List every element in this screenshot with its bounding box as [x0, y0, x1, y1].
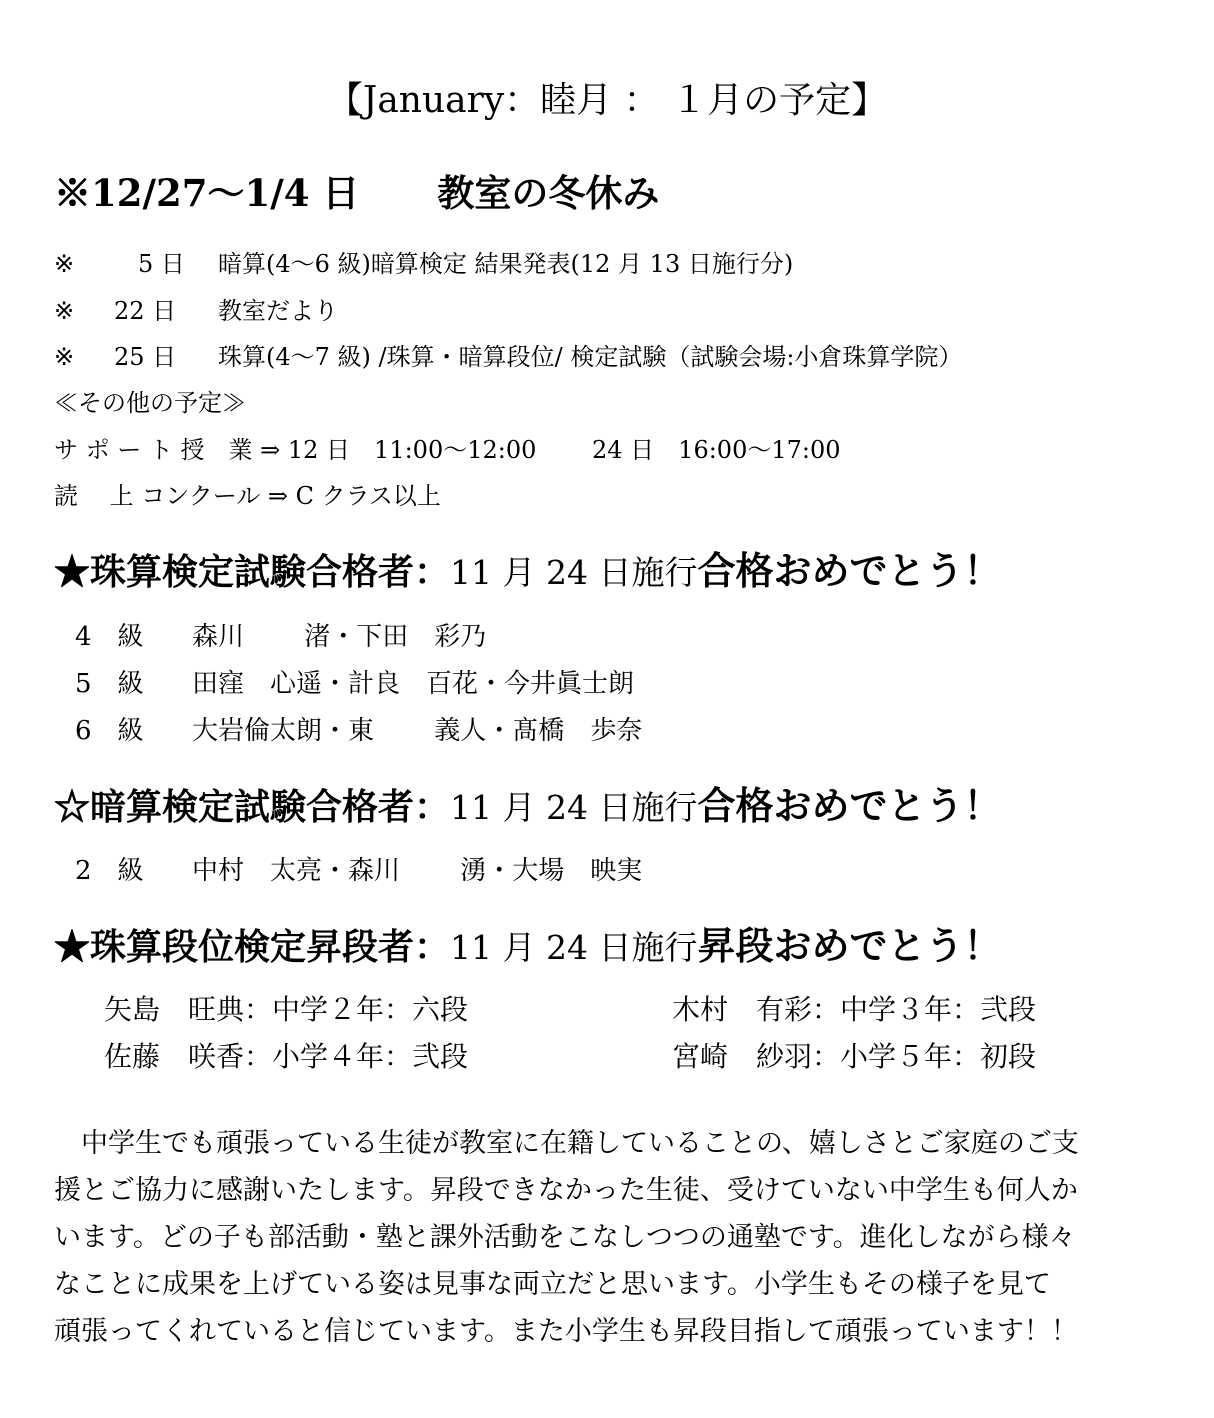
schedule-item	[54, 244, 793, 279]
section-cheer: 合格おめでとう！	[697, 549, 1002, 593]
schedule-text: 教室だより	[218, 297, 338, 325]
dan-result-left: 佐藤 咲香：小学４年：弐段	[104, 1040, 469, 1073]
section-heading: ★珠算段位検定昇段者：	[54, 926, 451, 968]
list-item	[75, 663, 634, 700]
dan-result-right: 宮崎 紗羽：小学５年：初段	[672, 1040, 1037, 1073]
section-date: 11 月 24 日施行	[450, 928, 698, 967]
message-line: 援とご協力に感謝いたします。昇段できなかった生徒、受けていない中学生も何人か	[54, 1175, 1078, 1206]
dan-result-left: 矢島 旺典：中学２年：六段	[104, 993, 469, 1026]
reading-contest-line: 読 上 コンクール ⇒ C クラス以上	[54, 482, 441, 510]
schedule-text: 暗算(4～6 級)暗算検定 結果発表(12 月 13 日施行分)	[218, 250, 794, 278]
page-title: 【January：睦月 ： １月の予定】	[326, 80, 888, 121]
list-item	[75, 710, 642, 747]
passer-names: 中村 太亮・森川 湧・大場 映実	[192, 856, 643, 886]
schedule-day: 25 日	[114, 343, 177, 371]
soroban-exam-heading	[54, 540, 1001, 595]
passer-names: 森川 渚・下田 彩乃	[192, 622, 487, 652]
section-heading: ☆暗算検定試験合格者：	[54, 786, 451, 828]
list-item	[75, 616, 486, 653]
holiday-label: 教室の冬休み	[437, 171, 660, 215]
mental-math-exam-heading	[54, 775, 1001, 830]
message-line: なことに成果を上げている姿は見事な両立だと思います。小学生もその様子を見て	[54, 1269, 1051, 1300]
schedule-mark: ※	[54, 343, 75, 371]
message-line: 中学生でも頑張っている生徒が教室に在籍していることの、嬉しさとご家庭のご支	[54, 1128, 1079, 1159]
closing-message	[54, 1120, 1164, 1355]
section-date: 11 月 24 日施行	[450, 788, 698, 827]
passer-names: 大岩倫太朗・東 義人・髙橋 歩奈	[192, 716, 643, 746]
schedule-item	[54, 291, 338, 326]
section-cheer: 合格おめでとう！	[697, 784, 1002, 828]
schedule-mark: ※	[54, 297, 75, 325]
grade-label: 6 級	[75, 716, 144, 746]
section-heading: ★珠算検定試験合格者：	[54, 551, 451, 593]
support-class-line: サ ポ ー ト 授 業 ⇒ 12 日 11:00～12:00 24 日 16:00～17:00	[54, 436, 841, 464]
section-cheer: 昇段おめでとう！	[697, 924, 1002, 968]
dan-result-right: 木村 有彩：中学３年：弐段	[672, 993, 1037, 1026]
schedule-item	[54, 337, 962, 372]
grade-label: 2 級	[75, 856, 144, 886]
list-item	[75, 850, 642, 887]
grade-label: 5 級	[75, 669, 144, 699]
passer-names: 田窪 心遥・計良 百花・今井眞士朗	[192, 669, 635, 699]
message-line: 頑張ってくれていると信じています。また小学生も昇段目指して頑張っています！！	[54, 1316, 1078, 1347]
section-date: 11 月 24 日施行	[450, 553, 698, 592]
grade-label: 4 級	[75, 622, 144, 652]
schedule-text: 珠算(4～7 級) /珠算・暗算段位/ 検定試験（試験会場:小倉珠算学院）	[218, 343, 963, 371]
winter-holiday-notice	[54, 163, 659, 217]
other-schedule-header: ≪その他の予定≫	[54, 389, 246, 417]
holiday-period: ※12/27～1/4 日	[54, 171, 360, 215]
dan-exam-heading	[54, 915, 1001, 970]
schedule-mark: ※	[54, 250, 75, 278]
schedule-day: 5 日	[114, 250, 185, 278]
message-line: います。どの子も部活動・塾と課外活動をこなしつつの通塾です。進化しながら様々	[54, 1222, 1076, 1253]
schedule-day: 22 日	[114, 297, 177, 325]
